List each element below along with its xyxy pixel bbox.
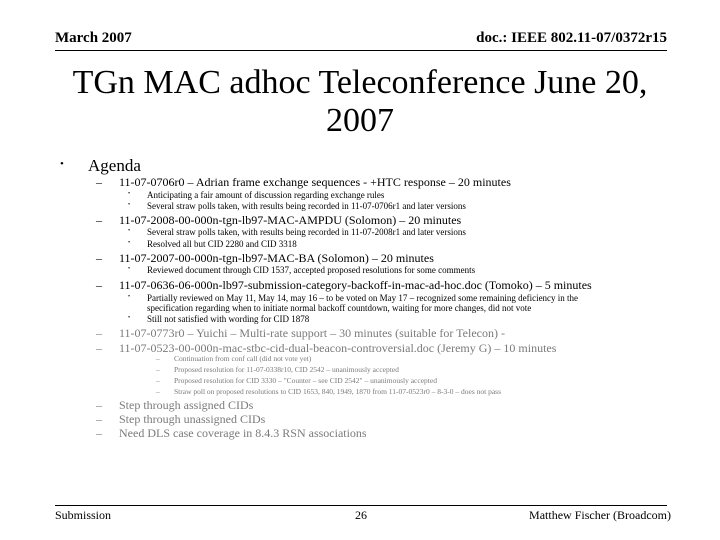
slide-title bbox=[40, 64, 680, 140]
bullet-icon: • bbox=[128, 294, 131, 300]
agenda-subitem: Resolved all but CID 2280 and CID 3318 bbox=[147, 239, 297, 249]
agenda-item: Step through unassigned CIDs bbox=[119, 412, 266, 426]
agenda-subitem: Proposed resolution for CID 3330 – "Counter – see CID 2542" – unanimously accepted bbox=[174, 376, 437, 385]
agenda-label: Agenda bbox=[88, 156, 141, 175]
bullet-icon: • bbox=[128, 202, 131, 208]
agenda-subitem: Several straw polls taken, with results being recorded in 11-07-2008r1 and later versions bbox=[147, 227, 466, 237]
dash-icon: – bbox=[156, 354, 160, 363]
slide-title-line-1: TGn MAC adhoc Teleconference June 20, bbox=[72, 64, 648, 101]
agenda-item: 11-07-0636-06-000n-lb97-submission-category-backoff-in-mac-ad-hoc.doc (Tomoko) – 5 minutes bbox=[119, 278, 592, 292]
header-doc-id: doc.: IEEE 802.11-07/0372r15 bbox=[476, 30, 667, 46]
dash-icon: – bbox=[96, 426, 102, 440]
dash-icon: – bbox=[96, 278, 102, 292]
slide-title-line-2: 2007 bbox=[326, 102, 394, 139]
agenda-subitem: Reviewed document through CID 1537, accepted proposed resolutions for some comments bbox=[147, 265, 476, 275]
dash-icon: – bbox=[156, 365, 160, 374]
header-rule bbox=[55, 50, 667, 51]
footer-submission: Submission bbox=[55, 508, 112, 522]
footer-author: Matthew Fischer (Broadcom) bbox=[529, 508, 671, 522]
agenda-item: 11-07-0773r0 – Yuichi – Multi-rate support – 30 minutes (suitable for Telecon) - bbox=[119, 326, 505, 340]
bullet-icon: • bbox=[60, 158, 64, 170]
dash-icon: – bbox=[156, 376, 160, 385]
dash-icon: – bbox=[156, 387, 160, 396]
agenda-item: 11-07-2007-00-000n-tgn-lb97-MAC-BA (Solomon) – 20 minutes bbox=[119, 251, 434, 265]
bullet-icon: • bbox=[128, 240, 131, 246]
dash-icon: – bbox=[96, 398, 102, 412]
dash-icon: – bbox=[96, 412, 102, 426]
bullet-icon: • bbox=[128, 228, 131, 234]
dash-icon: – bbox=[96, 251, 102, 265]
agenda-subitem: Anticipating a fair amount of discussion regarding exchange rules bbox=[147, 190, 385, 200]
bullet-icon: • bbox=[128, 266, 131, 272]
dash-icon: – bbox=[96, 175, 102, 189]
page-number: 26 bbox=[355, 508, 367, 522]
agenda-subitem: specification regarding when to initiate normal backoff countdown, waiting for more changes, did not vote bbox=[147, 303, 532, 313]
agenda-item: 11-07-0523-00-000n-mac-stbc-cid-dual-beacon-controversial.doc (Jeremy G) – 10 minutes bbox=[119, 341, 557, 355]
agenda-item: 11-07-2008-00-000n-tgn-lb97-MAC-AMPDU (Solomon) – 20 minutes bbox=[119, 213, 462, 227]
agenda-item: Need DLS case coverage in 8.4.3 RSN associations bbox=[119, 426, 367, 440]
agenda-subitem: Still not satisfied with wording for CID 1878 bbox=[147, 314, 310, 324]
bullet-icon: • bbox=[128, 191, 131, 197]
agenda-subitem: Several straw polls taken, with results being recorded in 11-07-0706r1 and later versions bbox=[147, 201, 466, 211]
agenda-subitem: Straw poll on proposed resolutions to CID 1653, 840, 1949, 1870 from 11-07-0523r0 – 8-3-0 – does not pass bbox=[174, 387, 501, 396]
bullet-icon: • bbox=[128, 315, 131, 321]
agenda-subitem: Proposed resolution for 11-07-0338r10, CID 2542 – unanimously accepted bbox=[174, 365, 399, 374]
header-date: March 2007 bbox=[55, 30, 132, 46]
footer-rule bbox=[55, 505, 667, 506]
agenda-item: 11-07-0706r0 – Adrian frame exchange sequences - +HTC response – 20 minutes bbox=[119, 175, 511, 189]
agenda-subitem: Partially reviewed on May 11, May 14, may 16 – to be voted on May 17 – recognized some remaining deficiency in the bbox=[147, 293, 579, 303]
dash-icon: – bbox=[96, 326, 102, 340]
dash-icon: – bbox=[96, 213, 102, 227]
dash-icon: – bbox=[96, 341, 102, 355]
agenda-item: Step through assigned CIDs bbox=[119, 398, 254, 412]
agenda-subitem: Continuation from conf call (did not vote yet) bbox=[174, 354, 312, 363]
